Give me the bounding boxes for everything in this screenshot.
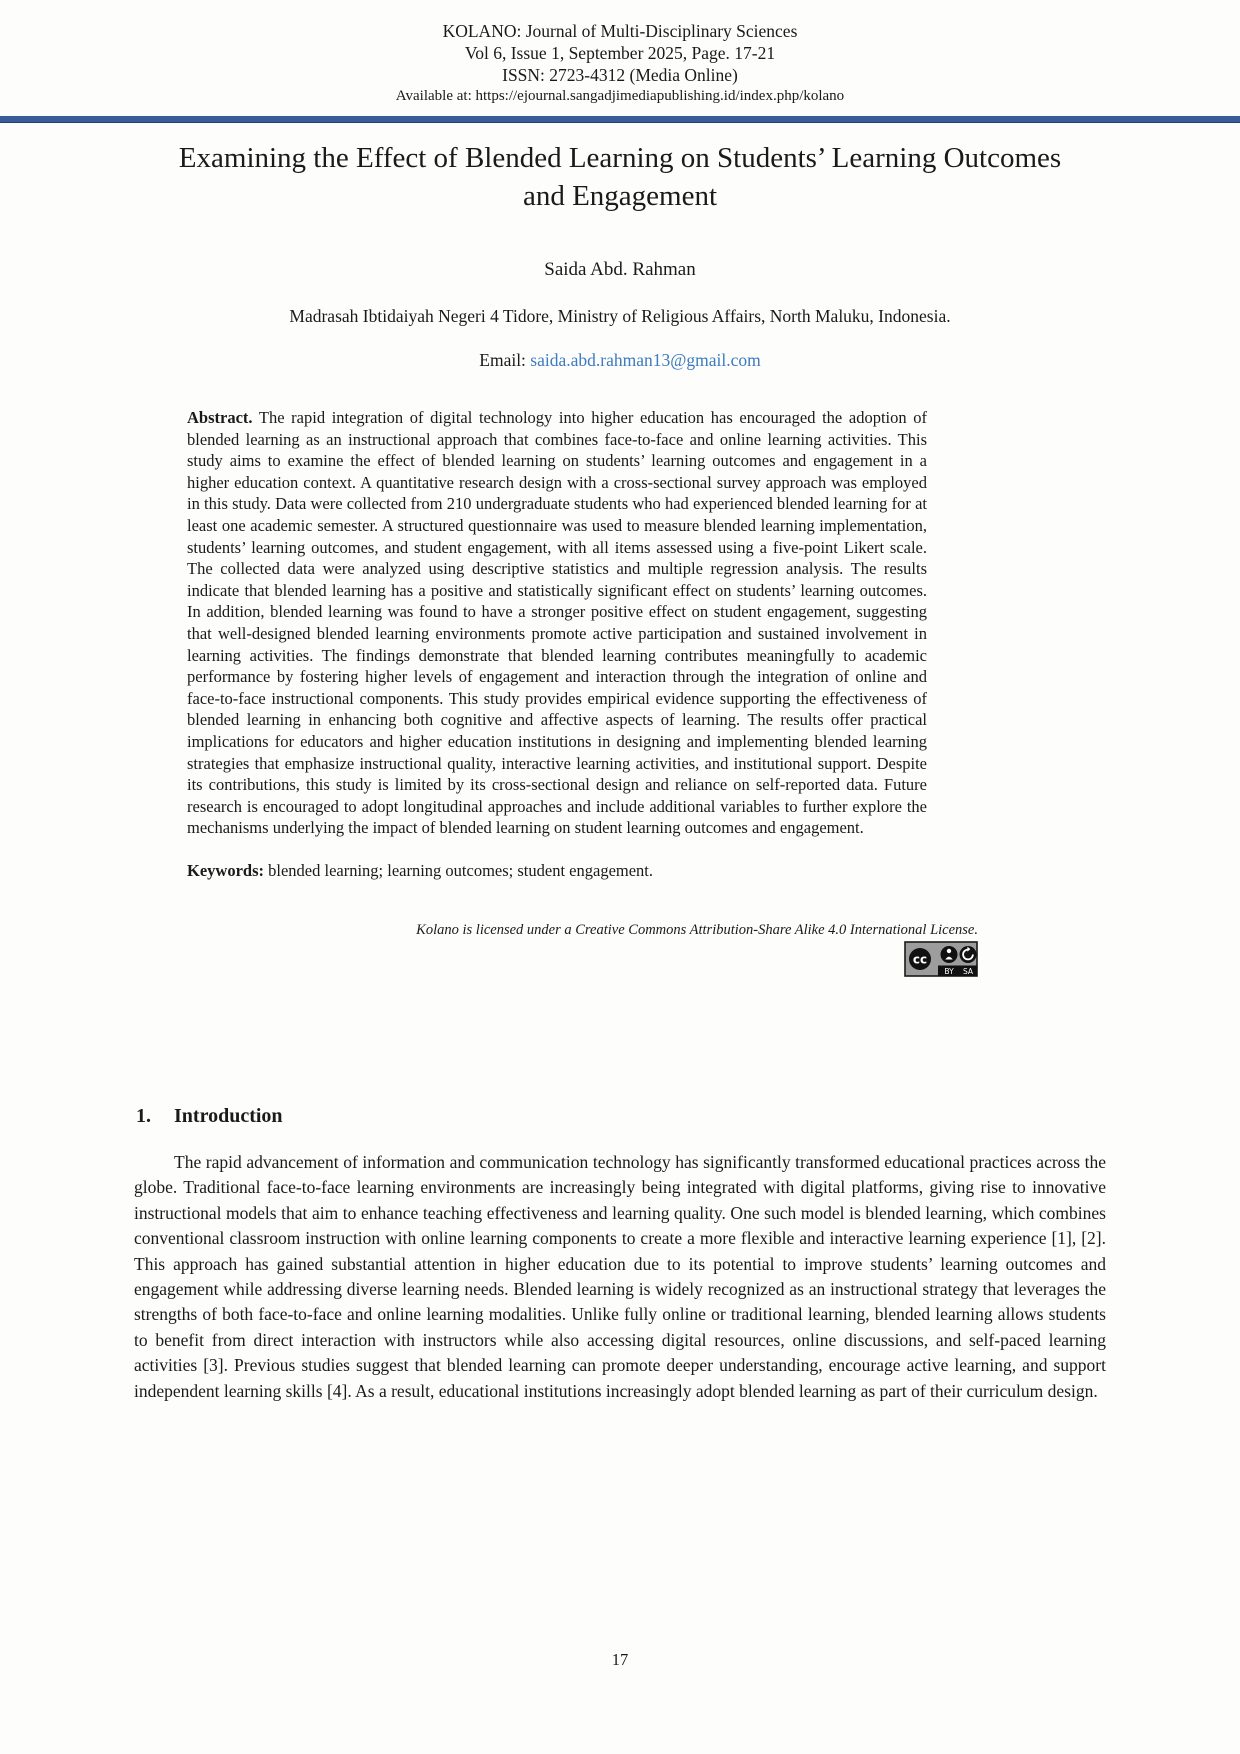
intro-paragraph: The rapid advancement of information and communication technology has significantly transformed educational practices across the globe. Traditional face-to-face learning environments are increasingly being integrated with digital platforms, giving rise to innovative instructional models that aim to enhance teaching effectiveness and learning quality. One such model is blended learning, which combines conventional classroom instruction with online learning components to create a more flexible and interactive learning experience [1], [2]. This approach has gained substantial attention in higher education due to its potential to improve students’ learning outcomes and engagement while addressing diverse learning needs. Blended learning is widely recognized as an instructional strategy that leverages the strengths of both face-to-face and online learning modalities. Unlike fully online or traditional learning, blended learning allows students to benefit from direct interaction with instructors while also accessing digital resources, online discussions, and self-paced learning activities [3]. Previous studies suggest that blended learning can promote deeper understanding, encourage active learning, and support independent learning skills [4]. As a result, educational institutions increasingly adopt blended learning as part of their curriculum design.	[134, 1151, 1106, 1401]
svg-text:SA: SA	[962, 966, 974, 976]
header-divider	[0, 116, 1240, 123]
section-number: 1.	[136, 1104, 151, 1127]
affiliation: Madrasah Ibtidaiyah Negeri 4 Tidore, Ministry of Religious Affairs, North Maluku, Indonesia.	[289, 306, 951, 326]
svg-text:BY: BY	[944, 966, 954, 976]
section-title: Introduction	[174, 1104, 283, 1127]
section-heading-introduction	[136, 1105, 1240, 1128]
email-label: Email:	[479, 350, 526, 370]
keywords-text: blended learning; learning outcomes; student engagement.	[268, 860, 654, 880]
author-name: Saida Abd. Rahman	[544, 259, 696, 280]
volume-line: Vol 6, Issue 1, September 2025, Page. 17-21	[464, 43, 776, 63]
page-number: 17	[611, 1650, 629, 1669]
cc-icon	[909, 948, 931, 970]
journal-header	[0, 0, 1240, 107]
by-icon	[941, 946, 958, 963]
keywords-label: Keywords:	[187, 860, 264, 880]
license-text: Kolano is licensed under a Creative Commons Attribution-Share Alike 4.0 International License.	[416, 921, 978, 938]
email-line	[0, 350, 1240, 371]
cc-by-sa-badge-graphic	[904, 941, 978, 977]
journal-url[interactable]: https://ejournal.sangadjimediapublishing.id/index.php/kolano	[475, 88, 845, 104]
abstract-text: The rapid integration of digital technology into higher education has encouraged the adoption of blended learning as an instructional approach that combines face-to-face and online learning activities. This study aims to examine the effect of blended learning on students’ learning outcomes and engagement in a higher education context. A quantitative research design with a cross-sectional survey approach was employed in this study. Data were collected from 210 undergraduate students who had experienced blended learning for at least one academic semester. A structured questionnaire was used to measure blended learning implementation, students’ learning outcomes, and student engagement, with all items assessed using a five-point Likert scale. The collected data were analyzed using descriptive statistics and multiple regression analysis. The results indicate that blended learning has a positive and statistically significant effect on students’ learning outcomes. In addition, blended learning was found to have a stronger positive effect on student engagement, suggesting that well-designed blended learning environments promote active participation and sustained involvement in learning activities. The findings demonstrate that blended learning contributes meaningfully to academic performance by fostering higher levels of engagement and interaction through the integration of online and face-to-face instructional components. This study provides empirical evidence supporting the effectiveness of blended learning in enhancing both cognitive and affective aspects of learning. The results offer practical implications for educators and higher education institutions in designing and implementing blended learning strategies that emphasize instructional quality, interactive learning activities, and institutional support. Despite its contributions, this study is limited by its cross-sectional design and reliance on self-reported data. Future research is encouraged to adopt longitudinal approaches and include additional variables to further explore the mechanisms underlying the impact of blended learning on student learning outcomes and engagement.	[187, 408, 927, 838]
available-line	[0, 86, 1240, 107]
keywords-line	[187, 861, 927, 881]
paper-title: Examining the Effect of Blended Learning on Students’ Learning Outcomes and Engagement	[178, 142, 1062, 212]
issn-line: ISSN: 2723-4312 (Media Online)	[502, 65, 738, 85]
svg-text:cc: cc	[912, 952, 928, 967]
license-line	[0, 921, 978, 939]
abstract	[187, 407, 927, 839]
email-link[interactable]: saida.abd.rahman13@gmail.com	[530, 350, 761, 370]
journal-title-line: KOLANO: Journal of Multi-Disciplinary Sciences	[442, 21, 798, 41]
sa-icon	[960, 946, 977, 963]
available-label: Available at:	[395, 88, 472, 104]
abstract-label: Abstract.	[187, 408, 253, 427]
cc-by-sa-badge[interactable]	[0, 941, 978, 977]
